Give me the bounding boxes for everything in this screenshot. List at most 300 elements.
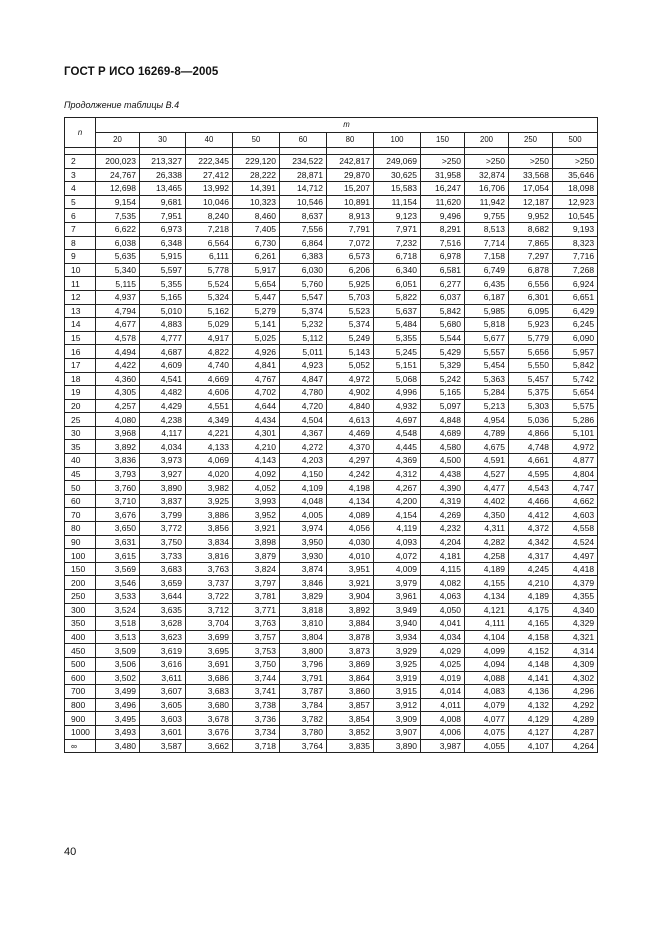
value-cell: 4,052: [233, 481, 280, 495]
value-cell: 3,890: [140, 481, 186, 495]
value-cell: 4,158: [509, 630, 553, 644]
value-cell: 4,132: [509, 698, 553, 712]
value-cell: 7,791: [327, 222, 374, 236]
n-header: n: [65, 118, 96, 148]
value-cell: 6,573: [327, 250, 374, 264]
value-cell: 7,714: [465, 236, 509, 250]
value-cell: 4,198: [327, 481, 374, 495]
value-cell: 3,915: [374, 685, 421, 699]
value-cell: 5,550: [509, 358, 553, 372]
column-header-m-40: 40: [186, 133, 233, 148]
value-cell: 15,583: [374, 182, 421, 196]
value-cell: 5,547: [280, 290, 327, 304]
value-cell: 5,760: [280, 277, 327, 291]
value-cell: 4,740: [186, 358, 233, 372]
value-cell: 3,611: [140, 671, 186, 685]
value-cell: 4,689: [421, 426, 465, 440]
value-cell: 3,704: [186, 617, 233, 631]
row-n-cell: 500: [65, 657, 96, 671]
value-cell: 7,072: [327, 236, 374, 250]
value-cell: 3,603: [140, 712, 186, 726]
value-cell: 4,089: [327, 508, 374, 522]
table-row: [65, 331, 598, 345]
value-cell: 4,548: [374, 426, 421, 440]
value-cell: 6,030: [280, 263, 327, 277]
value-cell: 5,597: [140, 263, 186, 277]
value-cell: 3,513: [96, 630, 140, 644]
value-cell: 3,919: [374, 671, 421, 685]
value-cell: 4,034: [421, 630, 465, 644]
value-cell: 6,038: [96, 236, 140, 250]
value-cell: 3,857: [327, 698, 374, 712]
value-cell: 3,763: [186, 562, 233, 576]
value-cell: 5,677: [465, 331, 509, 345]
value-cell: 3,904: [327, 590, 374, 604]
value-cell: 4,482: [140, 386, 186, 400]
value-cell: 4,883: [140, 318, 186, 332]
value-cell: 5,151: [374, 358, 421, 372]
value-cell: 3,780: [280, 725, 327, 739]
value-cell: 3,869: [327, 657, 374, 671]
value-cell: 3,929: [374, 644, 421, 658]
table-row: [65, 603, 598, 617]
value-cell: 4,011: [421, 698, 465, 712]
value-cell: 3,662: [186, 739, 233, 753]
table-row: [65, 345, 598, 359]
value-cell: 3,982: [186, 481, 233, 495]
value-cell: 4,029: [421, 644, 465, 658]
value-cell: 4,094: [465, 657, 509, 671]
row-n-cell: 350: [65, 617, 96, 631]
row-n-cell: 250: [65, 590, 96, 604]
value-cell: 8,913: [327, 209, 374, 223]
value-cell: 4,996: [374, 386, 421, 400]
value-cell: 5,654: [233, 277, 280, 291]
value-cell: 5,249: [327, 331, 374, 345]
value-cell: 4,418: [553, 562, 598, 576]
value-cell: 3,518: [96, 617, 140, 631]
value-cell: 3,753: [233, 644, 280, 658]
value-cell: 3,892: [96, 440, 140, 454]
value-cell: 3,710: [96, 494, 140, 508]
value-cell: 6,581: [421, 263, 465, 277]
value-cell: 3,951: [327, 562, 374, 576]
value-cell: 7,535: [96, 209, 140, 223]
value-cell: 4,360: [96, 372, 140, 386]
value-cell: 5,213: [465, 399, 509, 413]
value-cell: 6,651: [553, 290, 598, 304]
value-cell: 3,771: [233, 603, 280, 617]
value-cell: 4,245: [509, 562, 553, 576]
row-n-cell: 3: [65, 168, 96, 182]
value-cell: 4,606: [186, 386, 233, 400]
column-header-m-80: 80: [327, 133, 374, 148]
value-cell: 4,189: [509, 590, 553, 604]
value-cell: 5,245: [374, 345, 421, 359]
row-n-cell: 30: [65, 426, 96, 440]
value-cell: 3,950: [280, 535, 327, 549]
value-cell: 5,842: [421, 304, 465, 318]
table-row: [65, 413, 598, 427]
table-row: [65, 644, 598, 658]
value-cell: 3,987: [421, 739, 465, 753]
value-cell: 3,772: [140, 522, 186, 536]
column-header-m-30: 30: [140, 133, 186, 148]
value-cell: 6,051: [374, 277, 421, 291]
value-cell: 5,842: [553, 358, 598, 372]
value-cell: 5,818: [465, 318, 509, 332]
value-cell: 3,615: [96, 549, 140, 563]
value-cell: 10,891: [327, 195, 374, 209]
value-cell: 33,568: [509, 168, 553, 182]
table-row: [65, 222, 598, 236]
row-n-cell: 90: [65, 535, 96, 549]
value-cell: 6,978: [421, 250, 465, 264]
value-cell: 11,154: [374, 195, 421, 209]
value-cell: 3,691: [186, 657, 233, 671]
value-cell: 3,930: [280, 549, 327, 563]
value-cell: 3,738: [233, 698, 280, 712]
value-cell: 3,892: [327, 603, 374, 617]
value-cell: 3,506: [96, 657, 140, 671]
value-cell: 4,877: [553, 454, 598, 468]
value-cell: 5,447: [233, 290, 280, 304]
value-cell: 5,143: [327, 345, 374, 359]
value-cell: 12,923: [553, 195, 598, 209]
value-cell: 13,992: [186, 182, 233, 196]
value-cell: 3,934: [374, 630, 421, 644]
value-cell: 24,767: [96, 168, 140, 182]
value-cell: 3,834: [186, 535, 233, 549]
value-cell: 6,749: [465, 263, 509, 277]
table-row: [65, 277, 598, 291]
value-cell: 4,297: [327, 454, 374, 468]
value-cell: 6,564: [186, 236, 233, 250]
value-cell: 4,578: [96, 331, 140, 345]
value-cell: 4,129: [509, 712, 553, 726]
value-cell: 3,533: [96, 590, 140, 604]
value-cell: 4,822: [186, 345, 233, 359]
column-header-m-250: 250: [509, 133, 553, 148]
value-cell: 3,836: [96, 454, 140, 468]
value-cell: 11,620: [421, 195, 465, 209]
value-cell: 5,286: [553, 413, 598, 427]
value-cell: 3,884: [327, 617, 374, 631]
value-cell: 3,644: [140, 590, 186, 604]
value-cell: 3,797: [233, 576, 280, 590]
table-row: [65, 386, 598, 400]
value-cell: 3,993: [233, 494, 280, 508]
value-cell: 242,817: [327, 155, 374, 169]
table-row: [65, 576, 598, 590]
value-cell: 3,616: [140, 657, 186, 671]
value-cell: 4,469: [327, 426, 374, 440]
document-title: ГОСТ Р ИСО 16269-8—2005: [64, 66, 219, 78]
value-cell: 6,090: [553, 331, 598, 345]
value-cell: 3,737: [186, 576, 233, 590]
header-gap-row: [65, 148, 598, 155]
table-row: [65, 522, 598, 536]
value-cell: 4,034: [140, 440, 186, 454]
value-cell: 4,367: [280, 426, 327, 440]
value-cell: 4,282: [465, 535, 509, 549]
value-cell: 3,791: [280, 671, 327, 685]
table-row: [65, 685, 598, 699]
value-cell: 4,257: [96, 399, 140, 413]
table-row: [65, 372, 598, 386]
value-cell: 3,782: [280, 712, 327, 726]
row-n-cell: 70: [65, 508, 96, 522]
row-n-cell: 13: [65, 304, 96, 318]
value-cell: 4,152: [509, 644, 553, 658]
value-cell: 5,680: [421, 318, 465, 332]
value-cell: 5,429: [421, 345, 465, 359]
value-cell: 229,120: [233, 155, 280, 169]
table-row: [65, 508, 598, 522]
value-cell: 4,422: [96, 358, 140, 372]
row-n-cell: 9: [65, 250, 96, 264]
value-cell: 5,457: [509, 372, 553, 386]
value-cell: 3,852: [327, 725, 374, 739]
value-cell: 4,445: [374, 440, 421, 454]
value-cell: 213,327: [140, 155, 186, 169]
value-cell: 6,037: [421, 290, 465, 304]
row-n-cell: ∞: [65, 739, 96, 753]
value-cell: 4,937: [96, 290, 140, 304]
table-body: [65, 148, 598, 753]
value-cell: 3,683: [186, 685, 233, 699]
value-cell: 28,871: [280, 168, 327, 182]
value-cell: 4,804: [553, 467, 598, 481]
row-n-cell: 6: [65, 209, 96, 223]
value-cell: 8,637: [280, 209, 327, 223]
value-cell: 4,155: [465, 576, 509, 590]
value-cell: 18,098: [553, 182, 598, 196]
value-cell: 4,309: [553, 657, 598, 671]
value-cell: 6,718: [374, 250, 421, 264]
value-cell: 6,973: [140, 222, 186, 236]
row-n-cell: 400: [65, 630, 96, 644]
value-cell: 3,921: [327, 576, 374, 590]
value-cell: 3,676: [96, 508, 140, 522]
row-n-cell: 8: [65, 236, 96, 250]
row-n-cell: 100: [65, 549, 96, 563]
data-table: [64, 117, 598, 753]
value-cell: 15,207: [327, 182, 374, 196]
value-cell: 5,703: [327, 290, 374, 304]
row-n-cell: 60: [65, 494, 96, 508]
row-n-cell: 18: [65, 372, 96, 386]
value-cell: 5,052: [327, 358, 374, 372]
value-cell: 4,429: [140, 399, 186, 413]
value-cell: 4,272: [280, 440, 327, 454]
value-cell: 9,681: [140, 195, 186, 209]
value-cell: 7,268: [553, 263, 598, 277]
value-cell: 4,063: [421, 590, 465, 604]
value-cell: 3,750: [233, 657, 280, 671]
value-cell: 3,686: [186, 671, 233, 685]
value-cell: 3,952: [233, 508, 280, 522]
value-cell: 4,349: [186, 413, 233, 427]
value-cell: 26,338: [140, 168, 186, 182]
value-cell: 4,056: [327, 522, 374, 536]
value-cell: 3,940: [374, 617, 421, 631]
row-n-cell: 19: [65, 386, 96, 400]
value-cell: 3,695: [186, 644, 233, 658]
value-cell: 4,902: [327, 386, 374, 400]
value-cell: 3,909: [374, 712, 421, 726]
value-cell: 6,261: [233, 250, 280, 264]
row-n-cell: 800: [65, 698, 96, 712]
value-cell: 4,200: [374, 494, 421, 508]
value-cell: 3,676: [186, 725, 233, 739]
value-cell: 7,218: [186, 222, 233, 236]
value-cell: 4,412: [509, 508, 553, 522]
value-cell: 4,340: [553, 603, 598, 617]
value-cell: 16,706: [465, 182, 509, 196]
value-cell: 4,342: [509, 535, 553, 549]
value-cell: 4,321: [553, 630, 598, 644]
value-cell: 3,734: [233, 725, 280, 739]
row-n-cell: 14: [65, 318, 96, 332]
value-cell: 5,779: [509, 331, 553, 345]
table-row: [65, 440, 598, 454]
value-cell: 3,921: [233, 522, 280, 536]
value-cell: 4,221: [186, 426, 233, 440]
row-n-cell: 150: [65, 562, 96, 576]
value-cell: 4,497: [553, 549, 598, 563]
value-cell: 3,927: [140, 467, 186, 481]
value-cell: 3,509: [96, 644, 140, 658]
value-cell: 8,460: [233, 209, 280, 223]
value-cell: 5,575: [553, 399, 598, 413]
value-cell: 5,279: [233, 304, 280, 318]
row-n-cell: 600: [65, 671, 96, 685]
row-n-cell: 5: [65, 195, 96, 209]
value-cell: 3,907: [374, 725, 421, 739]
column-header-m-500: 500: [553, 133, 598, 148]
row-n-cell: 50: [65, 481, 96, 495]
value-cell: 4,181: [421, 549, 465, 563]
value-cell: 3,818: [280, 603, 327, 617]
value-cell: 4,014: [421, 685, 465, 699]
value-cell: 5,484: [374, 318, 421, 332]
value-cell: 5,454: [465, 358, 509, 372]
value-cell: 3,502: [96, 671, 140, 685]
value-cell: 5,162: [186, 304, 233, 318]
value-cell: 4,840: [327, 399, 374, 413]
value-cell: 31,958: [421, 168, 465, 182]
value-cell: 4,092: [233, 467, 280, 481]
value-cell: 3,569: [96, 562, 140, 576]
table-row: [65, 182, 598, 196]
value-cell: 3,546: [96, 576, 140, 590]
value-cell: 4,203: [280, 454, 327, 468]
value-cell: 5,917: [233, 263, 280, 277]
value-cell: 8,240: [186, 209, 233, 223]
value-cell: 5,141: [233, 318, 280, 332]
value-cell: 7,232: [374, 236, 421, 250]
value-cell: 3,784: [280, 698, 327, 712]
value-cell: 4,551: [186, 399, 233, 413]
value-cell: 4,009: [374, 562, 421, 576]
value-cell: 4,926: [233, 345, 280, 359]
table-row: [65, 562, 598, 576]
row-n-cell: 200: [65, 576, 96, 590]
table-row: [65, 290, 598, 304]
value-cell: 4,136: [509, 685, 553, 699]
table-header: [65, 118, 598, 148]
value-cell: 5,355: [140, 277, 186, 291]
value-cell: 10,545: [553, 209, 598, 223]
value-cell: 3,601: [140, 725, 186, 739]
value-cell: 4,111: [465, 617, 509, 631]
value-cell: 4,954: [465, 413, 509, 427]
value-cell: 32,874: [465, 168, 509, 182]
value-cell: 4,242: [327, 467, 374, 481]
value-cell: 4,350: [465, 508, 509, 522]
value-cell: 6,301: [509, 290, 553, 304]
table-row: [65, 617, 598, 631]
value-cell: 9,755: [465, 209, 509, 223]
value-cell: 35,646: [553, 168, 598, 182]
value-cell: 4,115: [421, 562, 465, 576]
value-cell: 4,355: [553, 590, 598, 604]
value-cell: 5,036: [509, 413, 553, 427]
value-cell: 7,516: [421, 236, 465, 250]
value-cell: 17,054: [509, 182, 553, 196]
value-cell: 3,587: [140, 739, 186, 753]
value-cell: 3,800: [280, 644, 327, 658]
table-row: [65, 725, 598, 739]
value-cell: 7,716: [553, 250, 598, 264]
table-row: [65, 358, 598, 372]
value-cell: 4,541: [140, 372, 186, 386]
value-cell: 6,924: [553, 277, 598, 291]
table-row: [65, 494, 598, 508]
value-cell: 4,697: [374, 413, 421, 427]
value-cell: 12,187: [509, 195, 553, 209]
table-row: [65, 739, 598, 753]
value-cell: 4,767: [233, 372, 280, 386]
row-n-cell: 7: [65, 222, 96, 236]
value-cell: 4,289: [553, 712, 598, 726]
value-cell: 4,311: [465, 522, 509, 536]
value-cell: 5,165: [421, 386, 465, 400]
value-cell: 4,107: [509, 739, 553, 753]
value-cell: 3,722: [186, 590, 233, 604]
value-cell: 4,390: [421, 481, 465, 495]
value-cell: 4,314: [553, 644, 598, 658]
value-cell: >250: [421, 155, 465, 169]
column-header-m-150: 150: [421, 133, 465, 148]
value-cell: 4,644: [233, 399, 280, 413]
row-n-cell: 12: [65, 290, 96, 304]
value-cell: 3,886: [186, 508, 233, 522]
value-cell: 4,917: [186, 331, 233, 345]
value-cell: 3,678: [186, 712, 233, 726]
value-cell: 4,088: [465, 671, 509, 685]
table-row: [65, 671, 598, 685]
value-cell: 4,591: [465, 454, 509, 468]
value-cell: 6,864: [280, 236, 327, 250]
value-cell: 3,968: [96, 426, 140, 440]
table-row: [65, 195, 598, 209]
value-cell: 28,222: [233, 168, 280, 182]
value-cell: 4,006: [421, 725, 465, 739]
value-cell: 4,055: [465, 739, 509, 753]
value-cell: 3,499: [96, 685, 140, 699]
